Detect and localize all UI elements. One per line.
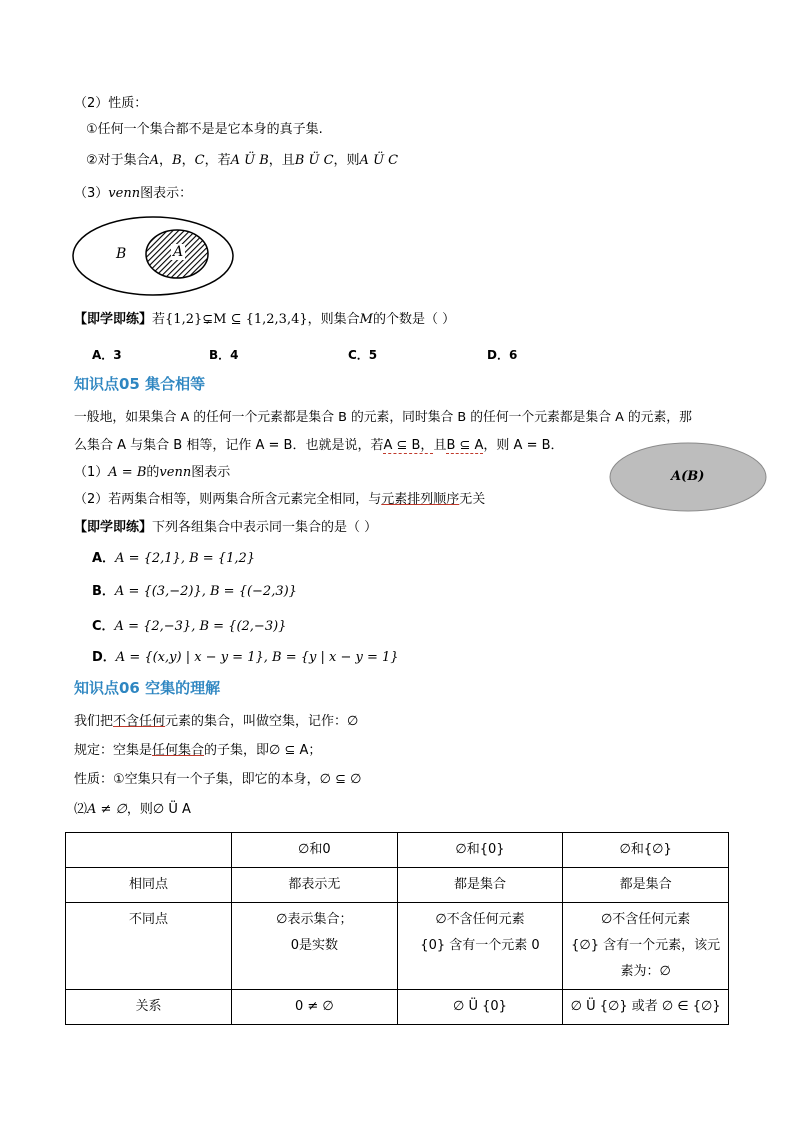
exercise-2-option-d[interactable]: D．A = {(x,y) | x − y = 1}, B = {y | x − y = 1} [92,650,399,665]
section-05-para-1: 一般地，如果集合 A 的任何一个元素都是集合 B 的元素，同时集合 B 的任何一个元素都是集合 A 的元素，那 [74,410,692,425]
table-row [66,868,729,903]
section-05-item-2: （2）若两集合相等，则两集合所含元素完全相同，与元素排列顺序无关 [74,492,486,507]
table-row-label: 不同点 [66,903,232,990]
exercise-1-option-c[interactable]: C．5 [348,348,378,362]
exercise-2-option-c[interactable]: C．A = {2,−3}, B = {(2,−3)} [92,619,287,634]
table-header-cell: ∅和{∅} [563,833,729,868]
table-cell: 都是集合 [563,868,729,903]
table-row [66,990,729,1025]
outer-set-label: B [116,246,127,262]
table-cell: ∅表示集合； 0是实数 [232,903,398,990]
property-item-2: ②对于集合A，B，C，若A Ü B，且B Ü C，则A Ü C [86,153,399,168]
section-06-line-3: 性质：①空集只有一个子集，即它的本身，∅ ⊆ ∅ [74,772,362,787]
property-item-1: ①任何一个集合都不是是它本身的真子集. [86,122,323,137]
table-row-label: 相同点 [66,868,232,903]
table-row-label: 关系 [66,990,232,1025]
venn-subset-diagram [70,214,236,298]
venn-label: （3）venn图表示： [74,186,193,201]
section-05-para-2: 么集合 A 与集合 B 相等，记作 A = B．也就是说，若A ⊆ B，且B ⊆ A，则 A = B． [74,438,564,453]
section-06-line-4: ⑵A ≠ ∅，则∅ Ü A [74,802,191,817]
table-header-cell: ∅和0 [232,833,398,868]
table-cell: ∅ Ü {∅} 或者 ∅ ∈ {∅} [563,990,729,1025]
table-cell: 都表示无 [232,868,398,903]
table-cell: 0 ≠ ∅ [232,990,398,1025]
section-05-item-1: （1）A = B的venn图表示 [74,465,231,480]
table-row [66,903,729,990]
exercise-1-option-a[interactable]: A．3 [92,348,122,362]
table-cell: ∅不含任何元素 {0} 含有一个元素 0 [397,903,563,990]
table-header-row [66,833,729,868]
section-05-title: 知识点05 集合相等 [74,375,206,393]
exercise-2-question: 【即学即练】下列各组集合中表示同一集合的是（ ） [74,520,378,535]
exercise-1-option-d[interactable]: D．6 [487,348,518,362]
exercise-2-option-b[interactable]: B．A = {(3,−2)}, B = {(−2,3)} [92,584,297,599]
property-heading: （2）性质： [74,96,148,111]
empty-set-comparison-table [65,832,729,1025]
table-cell: ∅ Ü {0} [397,990,563,1025]
section-06-line-1: 我们把不含任何元素的集合，叫做空集，记作：∅ [74,714,359,729]
table-cell: 都是集合 [397,868,563,903]
exercise-1-option-b[interactable]: B．4 [209,348,239,362]
table-cell: ∅不含任何元素 {∅} 含有一个元素，该元 素为：∅ [563,903,729,990]
equal-sets-label: A(B) [671,469,705,484]
inner-set-label: A [173,244,184,260]
table-header-cell [66,833,232,868]
section-06-line-2: 规定：空集是任何集合的子集，即∅ ⊆ A； [74,743,322,758]
table-header-cell: ∅和{0} [397,833,563,868]
section-06-title: 知识点06 空集的理解 [74,679,221,697]
exercise-2-option-a[interactable]: A．A = {2,1}, B = {1,2} [92,551,256,566]
exercise-1-question: 【即学即练】若{1,2}⊊M ⊆ {1,2,3,4}，则集合M的个数是（ ） [74,312,456,327]
